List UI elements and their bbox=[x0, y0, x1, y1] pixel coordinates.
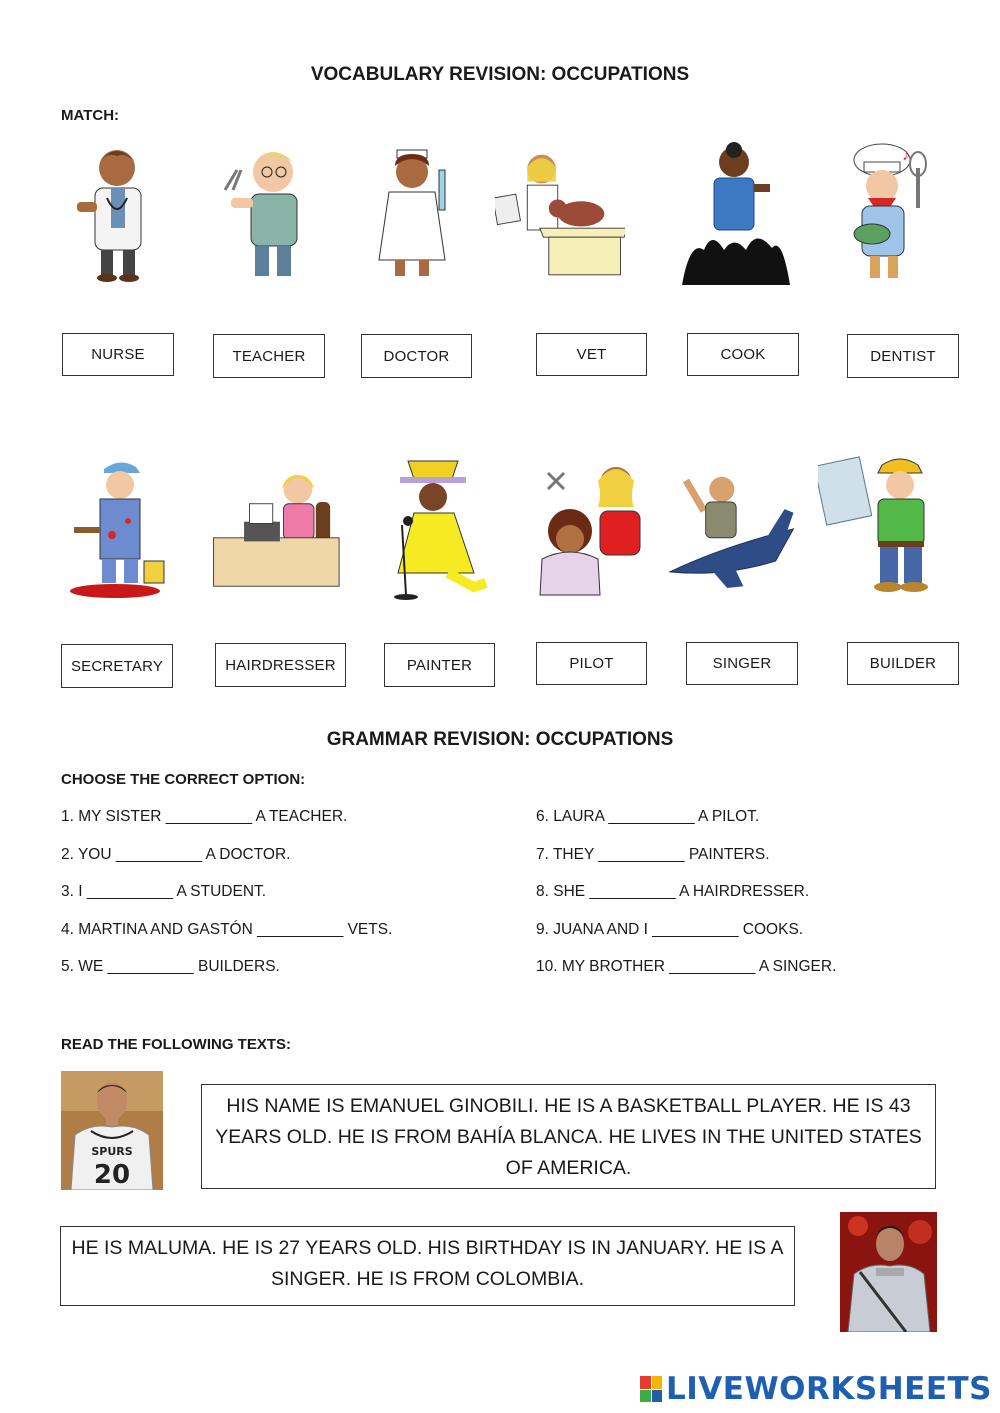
question-10[interactable]: 10. MY BROTHER __________ A SINGER. bbox=[536, 958, 837, 975]
word-box-nurse[interactable]: NURSE bbox=[62, 333, 174, 376]
text-box-ginobili: HIS NAME IS EMANUEL GINOBILI. HE IS A BASKETBALL PLAYER. HE IS 43 YEARS OLD. HE IS FROM BAHÍA BLANCA. HE LIVES IN THE UNITED STATES OF AMERICA. bbox=[201, 1084, 936, 1189]
question-5[interactable]: 5. WE __________ BUILDERS. bbox=[61, 958, 280, 975]
question-3[interactable]: 3. I __________ A STUDENT. bbox=[61, 883, 267, 900]
teacher-illustration bbox=[682, 140, 812, 285]
doctor-illustration bbox=[55, 140, 185, 285]
secretary-illustration bbox=[210, 455, 340, 600]
read-label: READ THE FOLLOWING TEXTS: bbox=[61, 1036, 291, 1053]
cook-illustration bbox=[832, 140, 962, 285]
question-1[interactable]: 1. MY SISTER __________ A TEACHER. bbox=[61, 808, 348, 825]
grammar-title: GRAMMAR REVISION: OCCUPATIONS bbox=[326, 729, 674, 750]
choose-label: CHOOSE THE CORRECT OPTION: bbox=[61, 771, 306, 788]
dentist-illustration bbox=[205, 140, 335, 285]
word-box-doctor[interactable]: DOCTOR bbox=[361, 334, 472, 378]
question-7[interactable]: 7. THEY __________ PAINTERS. bbox=[536, 846, 770, 863]
word-box-dentist[interactable]: DENTIST bbox=[847, 334, 959, 378]
jersey-text: SPURS bbox=[91, 1145, 133, 1158]
nurse-illustration bbox=[355, 140, 485, 285]
question-6[interactable]: 6. LAURA __________ A PILOT. bbox=[536, 808, 760, 825]
question-4[interactable]: 4. MARTINA AND GASTÓN __________ VETS. bbox=[61, 921, 393, 938]
word-box-singer[interactable]: SINGER bbox=[686, 642, 798, 685]
vet-illustration bbox=[495, 140, 625, 285]
jersey-number: 20 bbox=[93, 1160, 131, 1190]
singer-illustration bbox=[378, 455, 508, 600]
word-box-pilot[interactable]: PILOT bbox=[536, 642, 647, 685]
svg-text:♪: ♪ bbox=[902, 147, 910, 164]
ginobili-photo bbox=[61, 1071, 163, 1190]
liveworksheets-logo bbox=[640, 1371, 992, 1407]
word-box-cook[interactable]: COOK bbox=[687, 333, 799, 376]
pilot-illustration bbox=[668, 455, 798, 600]
maluma-photo bbox=[840, 1212, 937, 1332]
logo-icon bbox=[640, 1376, 662, 1402]
logo-text: LIVEWORKSHEETS bbox=[666, 1371, 992, 1407]
painter-illustration bbox=[60, 455, 190, 600]
question-2[interactable]: 2. YOU __________ A DOCTOR. bbox=[61, 846, 291, 863]
word-box-vet[interactable]: VET bbox=[536, 333, 647, 376]
text-box-maluma: HE IS MALUMA. HE IS 27 YEARS OLD. HIS BIRTHDAY IS IN JANUARY. HE IS A SINGER. HE IS FROM COLOMBIA. bbox=[60, 1226, 795, 1306]
builder-illustration bbox=[818, 455, 948, 600]
match-label: MATCH: bbox=[61, 107, 120, 124]
word-box-hairdresser[interactable]: HAIRDRESSER bbox=[215, 643, 346, 687]
word-box-teacher[interactable]: TEACHER bbox=[213, 334, 325, 378]
question-9[interactable]: 9. JUANA AND I __________ COOKS. bbox=[536, 921, 804, 938]
word-box-builder[interactable]: BUILDER bbox=[847, 642, 959, 685]
word-box-painter[interactable]: PAINTER bbox=[384, 643, 495, 687]
vocabulary-title: VOCABULARY REVISION: OCCUPATIONS bbox=[310, 64, 690, 85]
word-box-secretary[interactable]: SECRETARY bbox=[61, 644, 173, 688]
hairdresser-illustration bbox=[528, 455, 658, 600]
question-8[interactable]: 8. SHE __________ A HAIRDRESSER. bbox=[536, 883, 810, 900]
